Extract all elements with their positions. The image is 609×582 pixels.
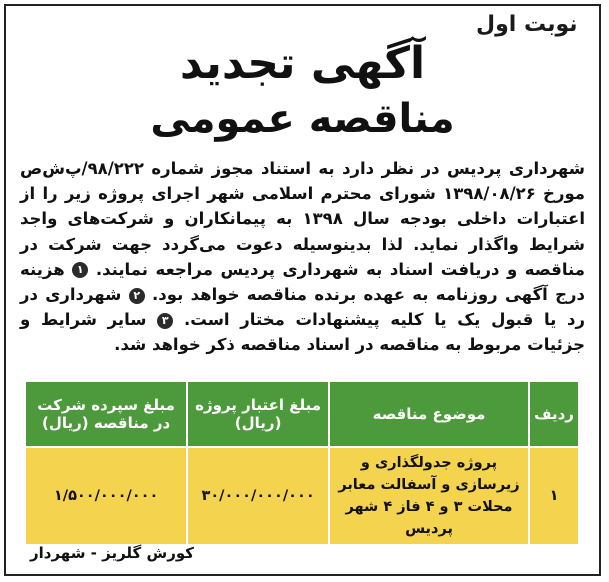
- round-label: نوبت اول: [476, 12, 578, 37]
- cell-deposit: ۱/۵۰۰/۰۰۰/۰۰۰: [25, 447, 187, 545]
- cell-credit: ۳۰/۰۰۰/۰۰۰/۰۰۰: [187, 447, 329, 545]
- header-row-number: ردیف: [529, 381, 579, 447]
- table-row: [25, 447, 579, 545]
- table-header-row: [25, 381, 579, 447]
- signature: کورش گلریز - شهردار: [30, 544, 194, 562]
- header-deposit: مبلغ سپرده شرکت در مناقصه (ریال): [25, 381, 187, 447]
- paragraph-part2: هزینه درج آگهی روزنامه به عهده برنده مناقصه خواهد بود.: [20, 259, 585, 305]
- paragraph-part1: شهرداری پردیس در نظر دارد به استناد مجوز شماره ۹۸/۲۲۲/پ‌ش‌ص مورخ ۱۳۹۸/۰۸/۲۶ شورای محترم اسلامی شهر اجرای پروژه زیر را از اعتبارات داخلی بودجه سال ۱۳۹۸ به پیمانکاران و شرکت‌های واجد شرایط واگذار نماید. لذا بدینوسیله دعوت می‌گردد جهت شرکت در مناقصه و دریافت اسناد به شهرداری پردیس مراجعه نمایند.: [20, 159, 586, 279]
- cell-subject: پروژه جدولگذاری و زیرسازی و آسفالت معابر محلات ۳ و ۴ فاز ۴ شهر پردیس: [329, 447, 529, 545]
- cell-row-number: ۱: [529, 447, 579, 545]
- marker-3: ۳: [157, 313, 173, 329]
- header-credit: مبلغ اعتبار پروژه (ریال): [187, 381, 329, 447]
- header-subject: موضوع مناقصه: [329, 381, 529, 447]
- title-line2: مناقصه عمومی: [150, 96, 455, 142]
- paragraph-part4: سایر شرایط و جزئیات مربوط به مناقصه در اسناد مناقصه ذکر خواهد شد.: [20, 310, 585, 355]
- paragraph-part3: شهرداری در رد یا قبول یک یا کلیه پیشنهادات مختار است.: [20, 285, 586, 330]
- marker-1: ۱: [72, 262, 88, 278]
- title-line1: آگهی تجدید: [179, 38, 426, 89]
- marker-2: ۲: [129, 288, 145, 304]
- tender-table: [24, 380, 580, 546]
- notice-body: [20, 156, 585, 358]
